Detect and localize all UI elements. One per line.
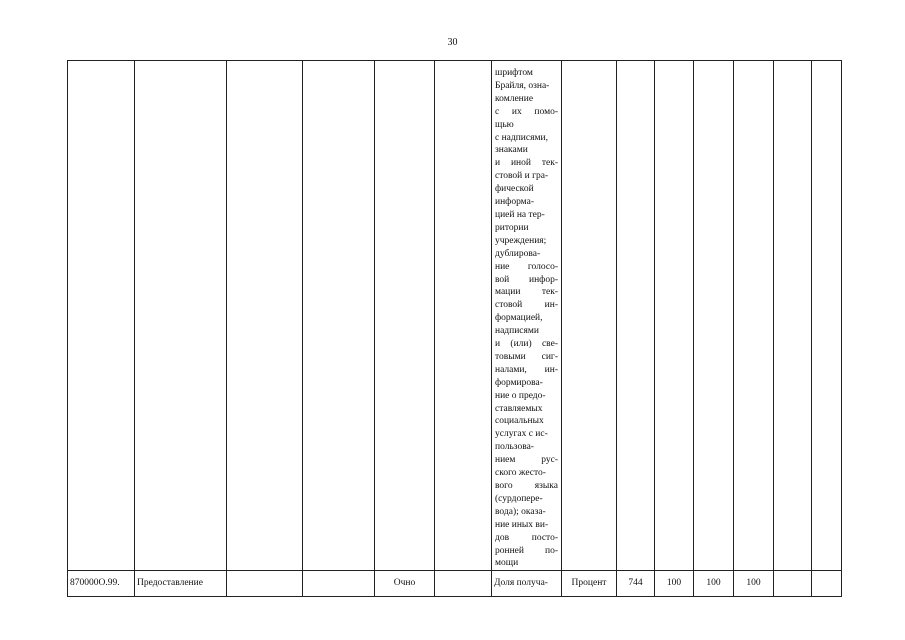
table-cell bbox=[375, 61, 435, 571]
continuation-line: нием рус- bbox=[495, 455, 558, 466]
continuation-line: шрифтом bbox=[495, 68, 533, 78]
table-cell bbox=[617, 61, 655, 571]
continuation-line: с надписями, bbox=[495, 132, 548, 143]
table-cell bbox=[562, 61, 617, 571]
continuation-line: услугах с ис- bbox=[495, 429, 548, 440]
continuation-line: Брайля, озна- bbox=[495, 80, 550, 91]
table-cell bbox=[774, 61, 812, 571]
continuation-line: стовой и гра- bbox=[495, 171, 549, 182]
form-cell: Очно bbox=[375, 571, 435, 597]
continuation-line: ние голосо- bbox=[495, 261, 558, 272]
continuation-line: ние иных ви- bbox=[495, 519, 549, 530]
continuation-line: щью bbox=[495, 119, 514, 130]
continuation-line: формацией, bbox=[495, 313, 543, 324]
page-number: 30 bbox=[447, 37, 458, 48]
table-cell bbox=[694, 61, 734, 571]
service-name-cell: Предоставление bbox=[135, 571, 227, 597]
continuation-line: и иной тек- bbox=[495, 158, 558, 169]
table-cell bbox=[303, 61, 375, 571]
continuation-line: и (или) све- bbox=[495, 339, 558, 350]
table-cell bbox=[227, 61, 303, 571]
value-cell-3: 100 bbox=[734, 571, 774, 597]
continuation-line: ского жесто- bbox=[495, 468, 546, 479]
table-cell bbox=[734, 61, 774, 571]
table-cell bbox=[303, 571, 375, 597]
table-row-continuation bbox=[68, 61, 842, 571]
value-cell-1: 100 bbox=[655, 571, 694, 597]
services-table bbox=[67, 60, 842, 597]
continuation-line: информа- bbox=[495, 197, 535, 208]
continuation-line: дублирова- bbox=[495, 248, 541, 259]
okei-cell: 744 bbox=[617, 571, 655, 597]
table-cell bbox=[435, 571, 492, 597]
continuation-line: ние о предо- bbox=[495, 390, 546, 401]
unit-cell: Процент bbox=[562, 571, 617, 597]
continuation-line: фической bbox=[495, 184, 534, 195]
continuation-text bbox=[495, 67, 558, 570]
continuation-line: учреждения; bbox=[495, 235, 547, 246]
continuation-line: знаками bbox=[495, 145, 528, 156]
continuation-line: товыми сиг- bbox=[495, 351, 558, 362]
continuation-line: цией на тер- bbox=[495, 209, 545, 220]
continuation-line: ритории bbox=[495, 222, 529, 233]
continuation-line: мации тек- bbox=[495, 287, 558, 298]
value-cell-2: 100 bbox=[694, 571, 734, 597]
indicator-cell: Доля получа- bbox=[492, 571, 562, 597]
continuation-line: ронней по- bbox=[495, 545, 558, 556]
continuation-line: дов посто- bbox=[495, 532, 558, 543]
table-row bbox=[68, 571, 842, 597]
continuation-line: (сурдопере- bbox=[495, 493, 543, 504]
continuation-line: стовой ин- bbox=[495, 300, 558, 311]
table-cell bbox=[812, 61, 842, 571]
continuation-line: социальных bbox=[495, 416, 544, 427]
continuation-line: с их помо- bbox=[495, 106, 558, 117]
table-cell bbox=[435, 61, 492, 571]
table-cell bbox=[68, 61, 135, 571]
continuation-line: ставляемых bbox=[495, 403, 543, 414]
continuation-line: надписями bbox=[495, 326, 539, 337]
indicator-continuation-cell bbox=[492, 61, 562, 571]
table-cell bbox=[812, 571, 842, 597]
continuation-line: вой инфор- bbox=[495, 274, 558, 285]
continuation-line: вода); оказа- bbox=[495, 506, 546, 517]
continuation-line: формирова- bbox=[495, 377, 543, 388]
continuation-line: мощи bbox=[495, 558, 519, 569]
table-cell bbox=[135, 61, 227, 571]
continuation-line: налами, ин- bbox=[495, 364, 558, 375]
table-cell bbox=[655, 61, 694, 571]
continuation-line: пользова- bbox=[495, 442, 534, 453]
table-cell bbox=[774, 571, 812, 597]
continuation-line: вого языка bbox=[495, 481, 558, 491]
table-cell bbox=[227, 571, 303, 597]
continuation-line: комление bbox=[495, 93, 534, 104]
service-code-cell: 870000О.99. bbox=[68, 571, 135, 597]
